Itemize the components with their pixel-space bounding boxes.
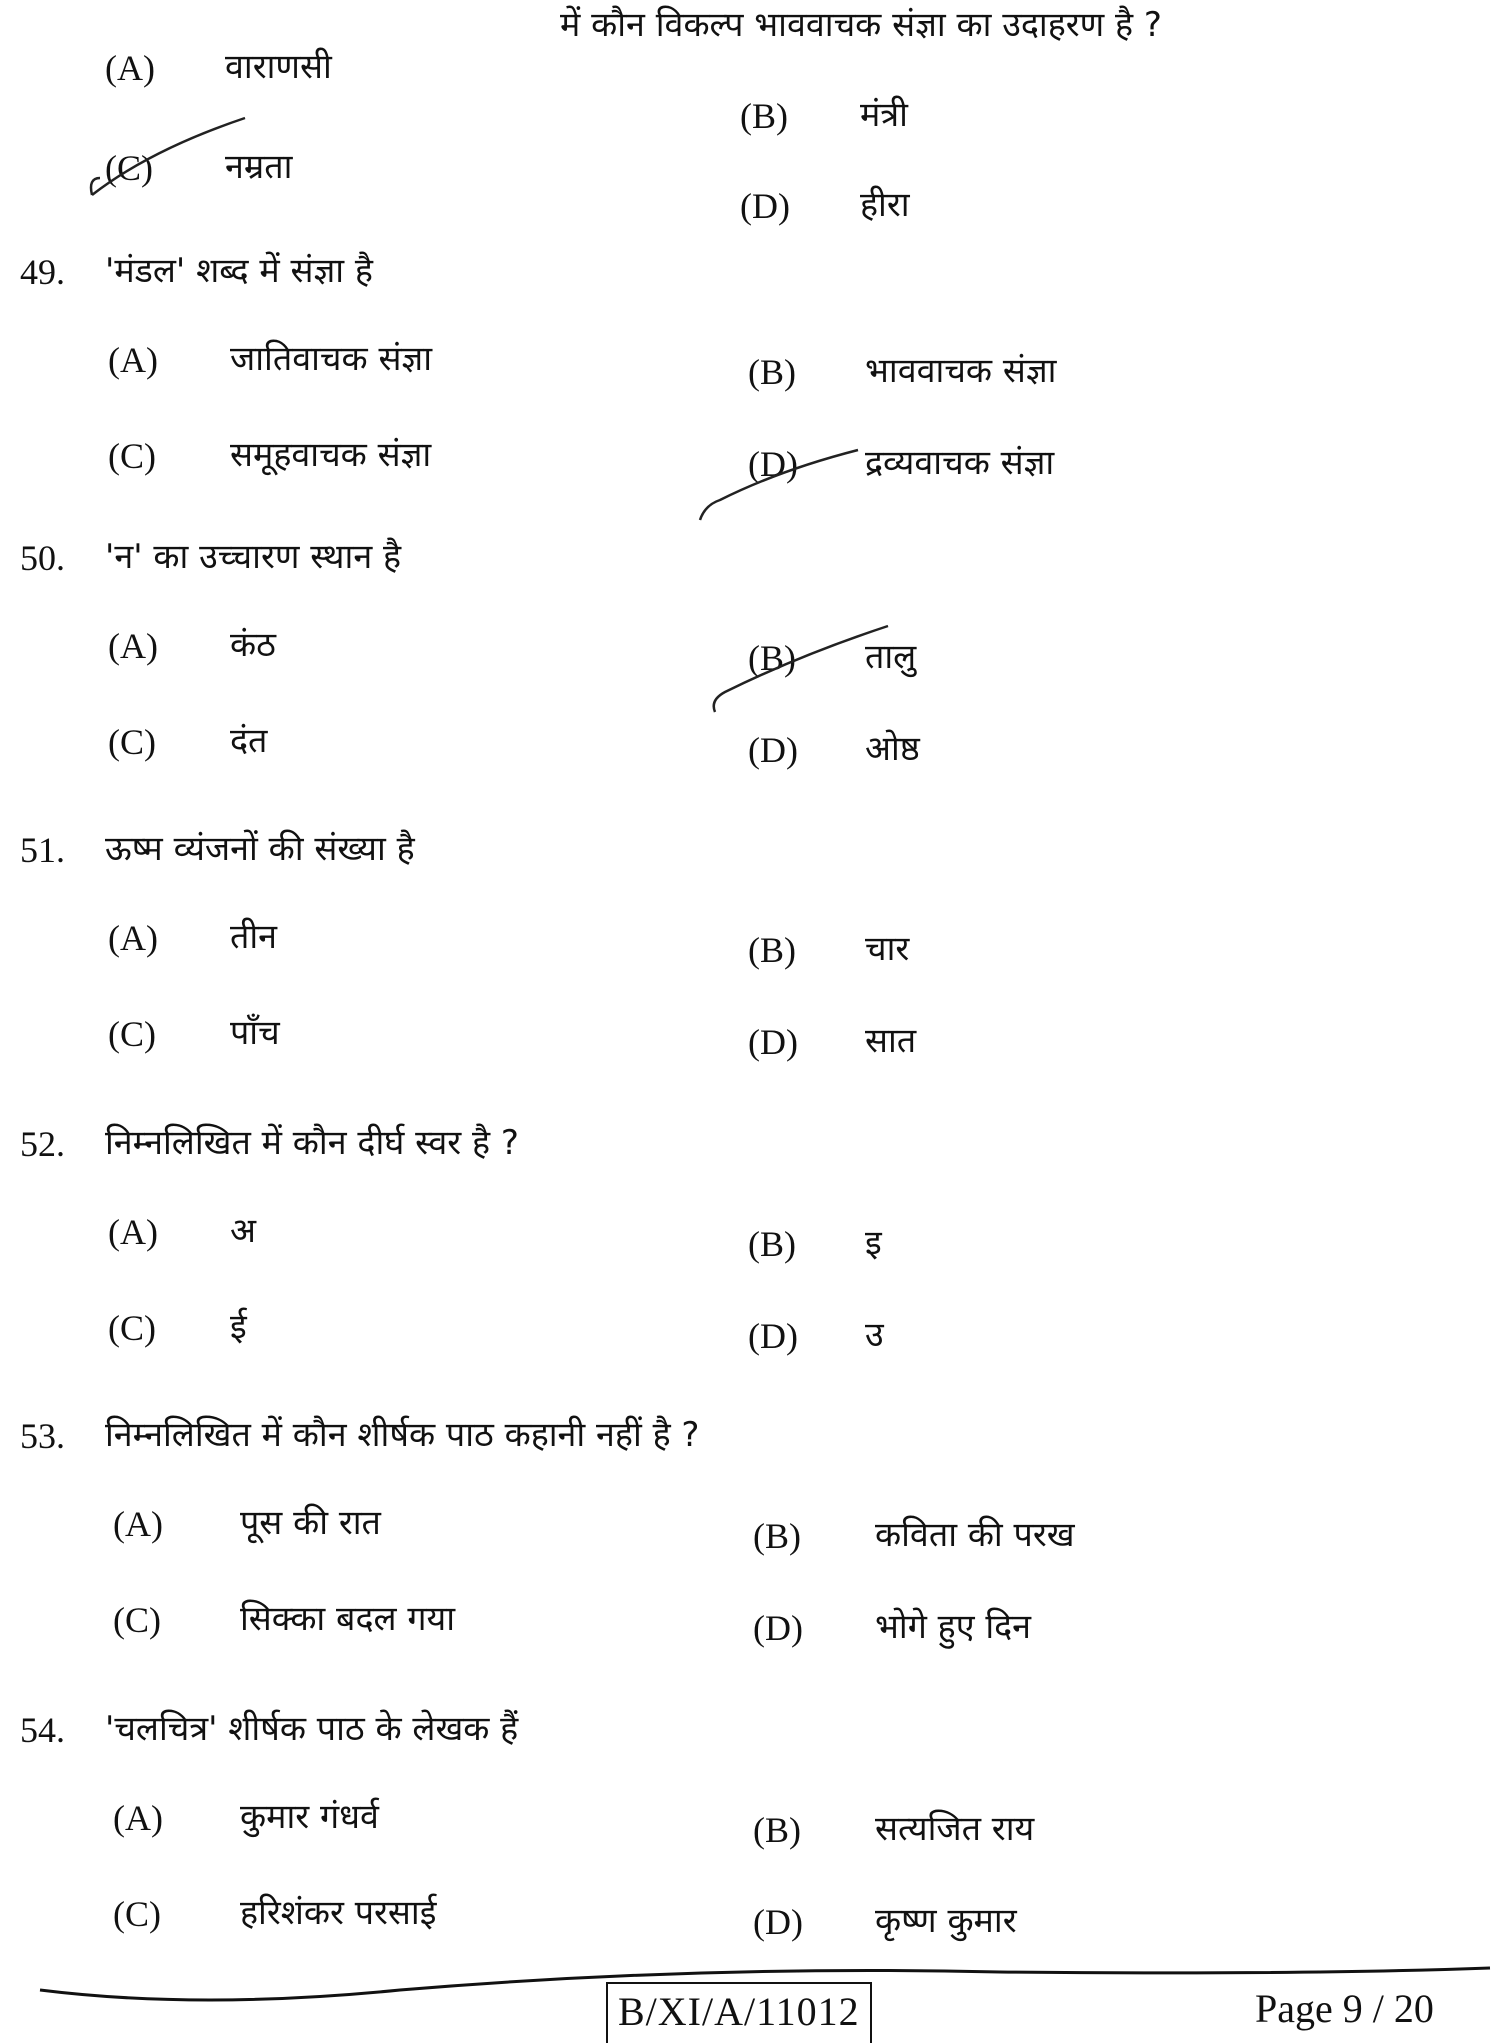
question-48-text: में कौन विकल्प भाववाचक संज्ञा का उदाहरण है ? <box>560 5 1162 45</box>
option-text: द्रव्यवाचक संज्ञा <box>865 443 1055 483</box>
option-text: सिक्का बदल गया <box>240 1599 456 1639</box>
option-label: (C) <box>113 1894 161 1934</box>
option-label: (C) <box>108 1308 156 1348</box>
option-text: दंत <box>230 721 268 761</box>
option-label: (D) <box>753 1608 803 1648</box>
option-label: (D) <box>748 444 798 484</box>
option-label: (D) <box>753 1902 803 1942</box>
option-label: (A) <box>108 1212 158 1252</box>
question-number: 53. <box>20 1416 65 1456</box>
option-label: (B) <box>748 930 796 970</box>
option-text: कृष्ण कुमार <box>875 1901 1017 1941</box>
question-text: 'न' का उच्चारण स्थान है <box>105 537 402 577</box>
option-text: हरिशंकर परसाई <box>240 1893 437 1933</box>
option-label: (D) <box>748 730 798 770</box>
question-number: 54. <box>20 1710 65 1750</box>
option-label: (B) <box>753 1516 801 1556</box>
option-text: हीरा <box>860 185 910 225</box>
paper-code: B/XI/A/11012 <box>606 1982 872 2043</box>
tick-mark-q50-b <box>714 626 888 712</box>
option-text: वाराणसी <box>225 47 332 87</box>
option-text: भाववाचक संज्ञा <box>865 351 1057 391</box>
question-number: 50. <box>20 538 65 578</box>
option-text: कविता की परख <box>875 1515 1075 1555</box>
option-label: (C) <box>108 436 156 476</box>
option-label: (C) <box>113 1600 161 1640</box>
option-text: ई <box>230 1307 247 1347</box>
option-label: (D) <box>748 1022 798 1062</box>
option-text: नम्रता <box>225 147 293 187</box>
option-text: इ <box>865 1223 882 1263</box>
question-text: 'चलचित्र' शीर्षक पाठ के लेखक हैं <box>105 1709 519 1749</box>
option-text: तालु <box>865 637 917 677</box>
option-text: जातिवाचक संज्ञा <box>230 339 433 379</box>
option-label: (B) <box>748 1224 796 1264</box>
option-label: (B) <box>748 638 796 678</box>
option-text: अ <box>230 1211 256 1251</box>
option-label: (A) <box>108 918 158 958</box>
option-label: (A) <box>113 1798 163 1838</box>
option-text: चार <box>865 929 910 969</box>
option-text: कुमार गंधर्व <box>240 1797 379 1837</box>
option-label: (A) <box>105 48 155 88</box>
question-text: निम्नलिखित में कौन दीर्घ स्वर है ? <box>105 1123 519 1163</box>
option-text: मंत्री <box>860 95 908 135</box>
question-number: 52. <box>20 1124 65 1164</box>
option-label: (B) <box>748 352 796 392</box>
question-number: 49. <box>20 252 65 292</box>
option-text: समूहवाचक संज्ञा <box>230 435 432 475</box>
option-label: (A) <box>108 340 158 380</box>
option-label: (B) <box>753 1810 801 1850</box>
option-label: (B) <box>740 96 788 136</box>
option-text: कंठ <box>230 625 276 665</box>
option-label: (D) <box>740 186 790 226</box>
option-text: ओष्ठ <box>865 729 920 769</box>
option-text: उ <box>865 1315 884 1355</box>
question-text: निम्नलिखित में कौन शीर्षक पाठ कहानी नहीं है ? <box>105 1415 700 1455</box>
option-label: (A) <box>113 1504 163 1544</box>
option-text: पाँच <box>230 1013 280 1053</box>
option-label: (A) <box>108 626 158 666</box>
question-number: 51. <box>20 830 65 870</box>
option-text: सात <box>865 1021 917 1061</box>
option-text: भोगे हुए दिन <box>875 1607 1032 1647</box>
question-text: 'मंडल' शब्द में संज्ञा है <box>105 251 373 291</box>
option-label: (C) <box>108 1014 156 1054</box>
option-text: सत्यजित राय <box>875 1809 1035 1849</box>
question-text: ऊष्म व्यंजनों की संख्या है <box>105 829 415 869</box>
option-text: तीन <box>230 917 278 957</box>
page-number: Page 9 / 20 <box>1255 1986 1434 2031</box>
option-text: पूस की रात <box>240 1503 381 1543</box>
option-label: (C) <box>105 148 153 188</box>
option-label: (C) <box>108 722 156 762</box>
option-label: (D) <box>748 1316 798 1356</box>
